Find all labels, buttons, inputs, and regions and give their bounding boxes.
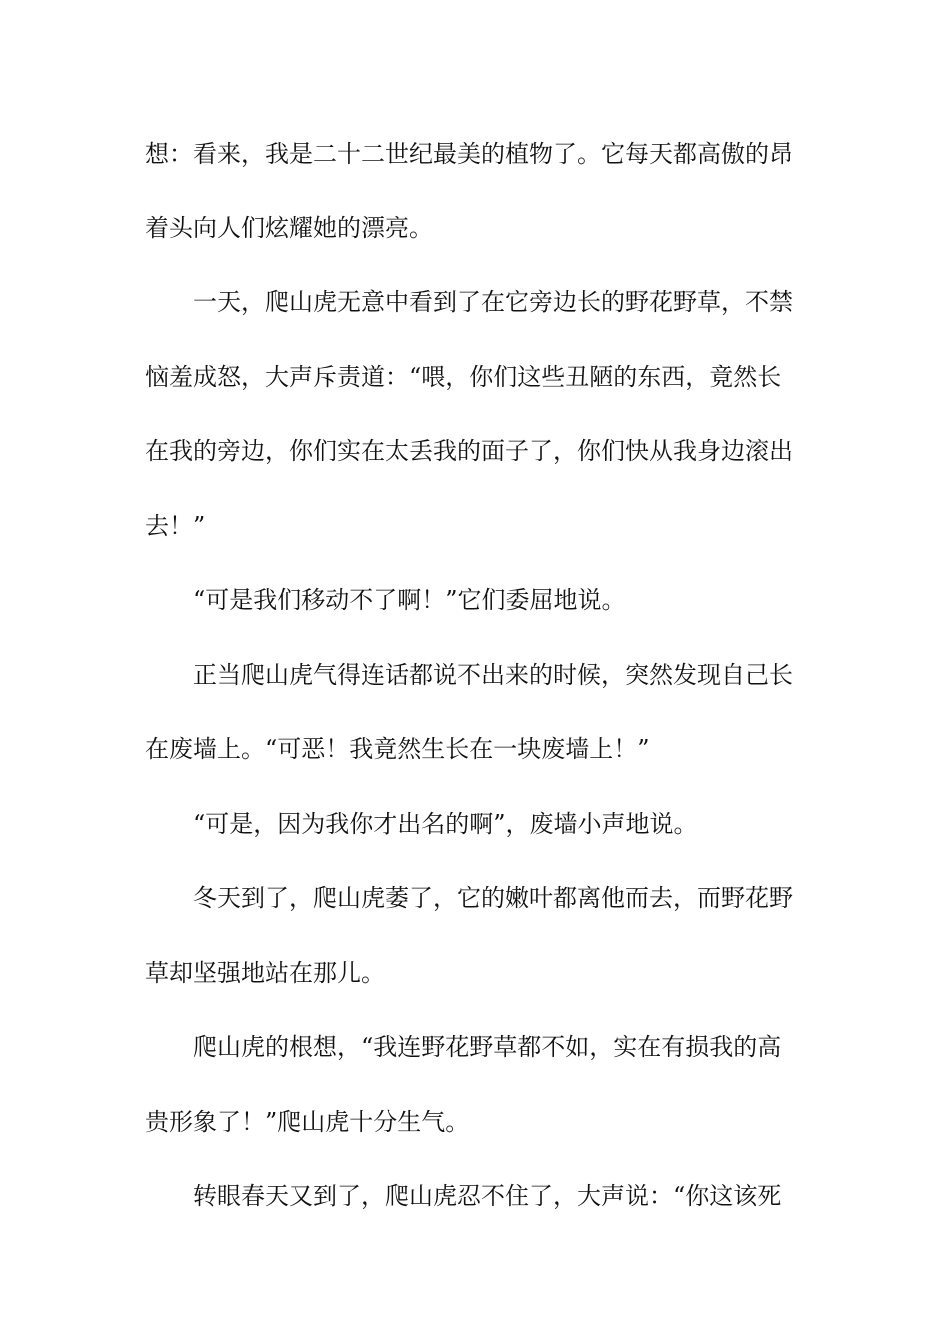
paragraph-line: 爬山虎的根想，“我连野花野草都不如，实在有损我的高 — [193, 1033, 782, 1061]
paragraph-line: 一天，爬山虎无意中看到了在它旁边长的野花野草，不禁 — [193, 288, 793, 316]
paragraph-line: 转眼春天又到了，爬山虎忍不住了，大声说：“你这该死 — [193, 1182, 782, 1210]
paragraph-line: 冬天到了，爬山虎萎了，它的嫩叶都离他而去，而野花野 — [193, 884, 793, 912]
paragraph-line: 在废墙上。“可恶！我竟然生长在一块废墙上！” — [145, 735, 650, 763]
paragraph-line: 正当爬山虎气得连话都说不出来的时候，突然发现自己长 — [193, 661, 793, 689]
paragraph-line: 着头向人们炫耀她的漂亮。 — [145, 214, 433, 242]
paragraph-line: 想：看来，我是二十二世纪最美的植物了。它每天都高傲的昂 — [145, 140, 793, 168]
paragraph-line: 恼羞成怒，大声斥责道：“喂，你们这些丑陋的东西，竟然长 — [145, 363, 782, 391]
paragraph-line: “可是，因为我你才出名的啊”，废墙小声地说。 — [193, 810, 698, 838]
paragraph-line: 贵形象了！”爬山虎十分生气。 — [145, 1108, 470, 1136]
paragraph-line: 草却坚强地站在那儿。 — [145, 959, 385, 987]
paragraph-line: 在我的旁边，你们实在太丢我的面子了，你们快从我身边滚出 — [145, 437, 793, 465]
paragraph-line: 去！” — [145, 512, 206, 540]
paragraph-line: “可是我们移动不了啊！”它们委屈地说。 — [193, 586, 626, 614]
